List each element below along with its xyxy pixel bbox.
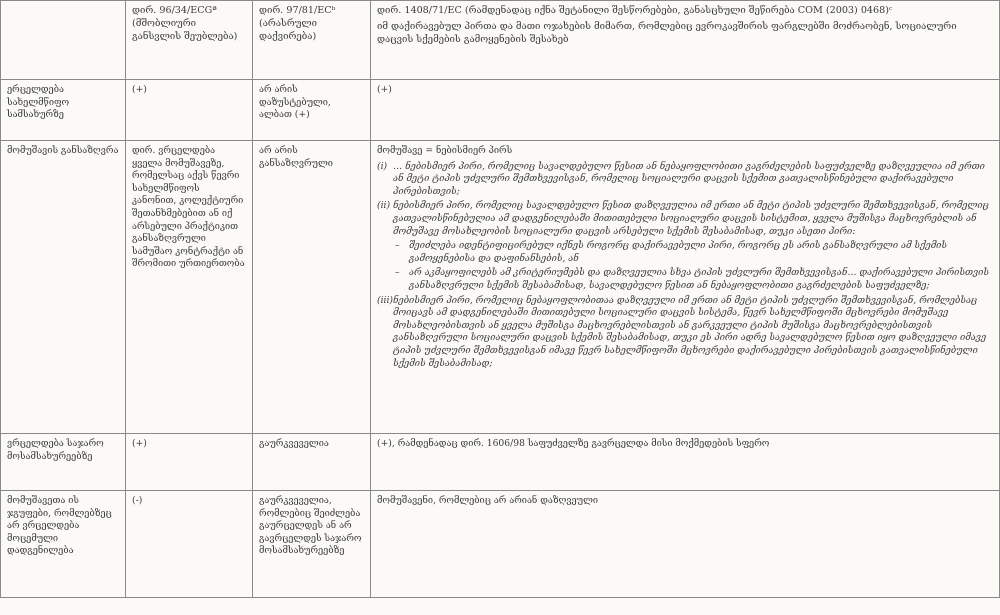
table-cell: გაურკვეველია, რომლებიც შეიძლება გაურცელდეს ან არ გავრცელდეს საჯარო მოსამსახურეებზე [253,491,371,598]
table-header-row [1,1,1000,80]
item-number: (iii) [377,294,393,306]
table-cell: არ არის განსაზღვრული [253,141,371,434]
table-cell: (+) [371,80,1000,141]
table-cell: მომუშავენი, რომლებიც არ არიან დაზღვეული [371,491,1000,598]
table-cell: (+) [126,80,253,141]
definition-item [377,200,993,238]
subitem-text: შეიძლება იდენტიფიცირებულ იქნეს როგორც დაქირავებული პირი, როგორც ეს არის განსაზღვრული ამ სქემის გამოყენებისა და დაფინანსების, ან [409,240,947,264]
table-row [1,491,1000,598]
definition-lead: მომუშავე = ნებისმიერ პირს [377,145,513,156]
header-regulation-subtitle: იმ დაქირავებულ პირთა და მათი ოჯახების მიმართ, რომლებიც ევროკავშირის ფარგლებში მოძრაობენ, სოციალური დაცვის სქემების გამოყენების შესახებ [377,20,957,45]
header-directive-96-34: დირ. 96/34/ECGª (მშობლიური განსვლის შეუბლება) [126,1,253,80]
header-regulation-title: დირ. 1408/71/EC (რამდენადაც იქნა შეტანილი შესწორებები, განასცხული შეწირება COM (2003) 0468)ᶜ [377,5,893,16]
definition-item [377,295,993,371]
table-cell: არ არის დაზუსტებული, ალბათ (+) [253,80,371,141]
row-label: ვრცელდება საჯარო მოსამსახურეებზე [1,434,126,491]
item-text: ნებისმიერ პირი, რომელიც სავალდებულო წესით დაზღვეულია იმ ერთი ან მეტი ტიპის უძვლური შემთხვევისგან, რომელიც გათვალისწინებულია ამ დადგენილებაში მითითებული სოციალური დაცვის სისტემით, ყველა მუშისგა მაცხოვრებლის ან მომუშავე მოსახლეობის სოციალური დაცვის არსებული სქემის შესაბამისად, თუკი ასეთი პირი: [393,200,989,237]
item-number: (ii) [377,200,391,212]
table-cell: (+) [126,434,253,491]
subitem-text: არ აკმაყოფილებს ამ კრიტერიუმებს და დაზღვეულია სხვა ტიპის უძვლური შემთხვევისგან… დაქირავებული პირისთვის განსაზღვრული სქემის შესაბამისად, სავალდებულო წესით ან ნებაყოფლობითი გაგრძელების საფუძველზე; [409,267,989,291]
table-cell: (-) [126,491,253,598]
header-directive-97-81: დირ. 97/81/ECᵇ (არასრული დაქვირება) [253,1,371,80]
definition-subitem [395,240,993,265]
header-regulation-1408-71 [371,1,1000,80]
table-row [1,141,1000,434]
row-label: მომუშავის განსაზღვრა [1,141,126,434]
table-row [1,80,1000,141]
table-row [1,434,1000,491]
table-cell: გაურკვეველია [253,434,371,491]
dash-bullet: – [395,267,400,279]
header-empty-cell [1,1,126,80]
item-number: (i) [377,160,388,172]
dash-bullet: – [395,240,400,252]
worker-definition-cell [371,141,1000,434]
table-cell: (+), რამდენადაც დირ. 1606/98 საფუძველზე გავრცელდა მისი მოქმედების სფერო [371,434,1000,491]
row-label: მომუშავეთა ის ჯგუფები, რომლებზეც არ ვრცელდება მოცემული დადგენილება [1,491,126,598]
definition-subitem [395,267,993,292]
table-cell: დირ. ვრცელდება ყველა მომუშავეზე, რომელსაც აქვს წევრი სახელმწიფოს კანონით, კოლექტიური შეთანხმებებით ან იქ არსებული პრაქტიკით განსაზღვრული სამუშაო კონტრაქტი ან შრომითი ურთიერთობა [126,141,253,434]
item-text: … ნებისმიერ პირი, რომელიც სავალდებულო წესით ან ნებაყოფლობითი გაგრძელების საფუძველზე დაზღვეულია იმ ერთი ან მეტი ტიპის უძვლური შემთხვევისგან, რომელიც სოციალური დაცვის სქემით გათვალისწინებული დაქირავებული პირებისთვის; [393,160,985,197]
definition-item [377,161,993,199]
item-text: ნებისმიერ პირი, რომელიც ნებაყოფლობითაა დაზღვეული იმ ერთი ან მეტი ტიპის უძვლური შემთხვევისგან, რომლებსაც მოიცავს ამ დადგენილებაში მითითებული სოციალური დაცვის სისტემა, წევრ სახელმწიფოში მცხოვრები მომუშავე მოსახლეობისთვის ან ყველა მუშისგა მაცხოვრებლისთვის ან გარკვეული ტიპის მუშისგა მაცხოვრებლებისთვის განსაზღვრული სოციალური დაცვის სქემის შესაბამისად, თუკი ეს პირი ადრე სავალდებულო წესით იყო დაზღვეული იმავე ტიპის უძვლური შემთხვევისგან იმავე წევრ სახელმწიფოში მცხოვრები დაქირავებული პირებისთვის გათვალისწინებული სქემის შესაბამისად; [393,294,987,369]
row-label: ერცელდება სახელმწიფო სამსახურზე [1,80,126,141]
